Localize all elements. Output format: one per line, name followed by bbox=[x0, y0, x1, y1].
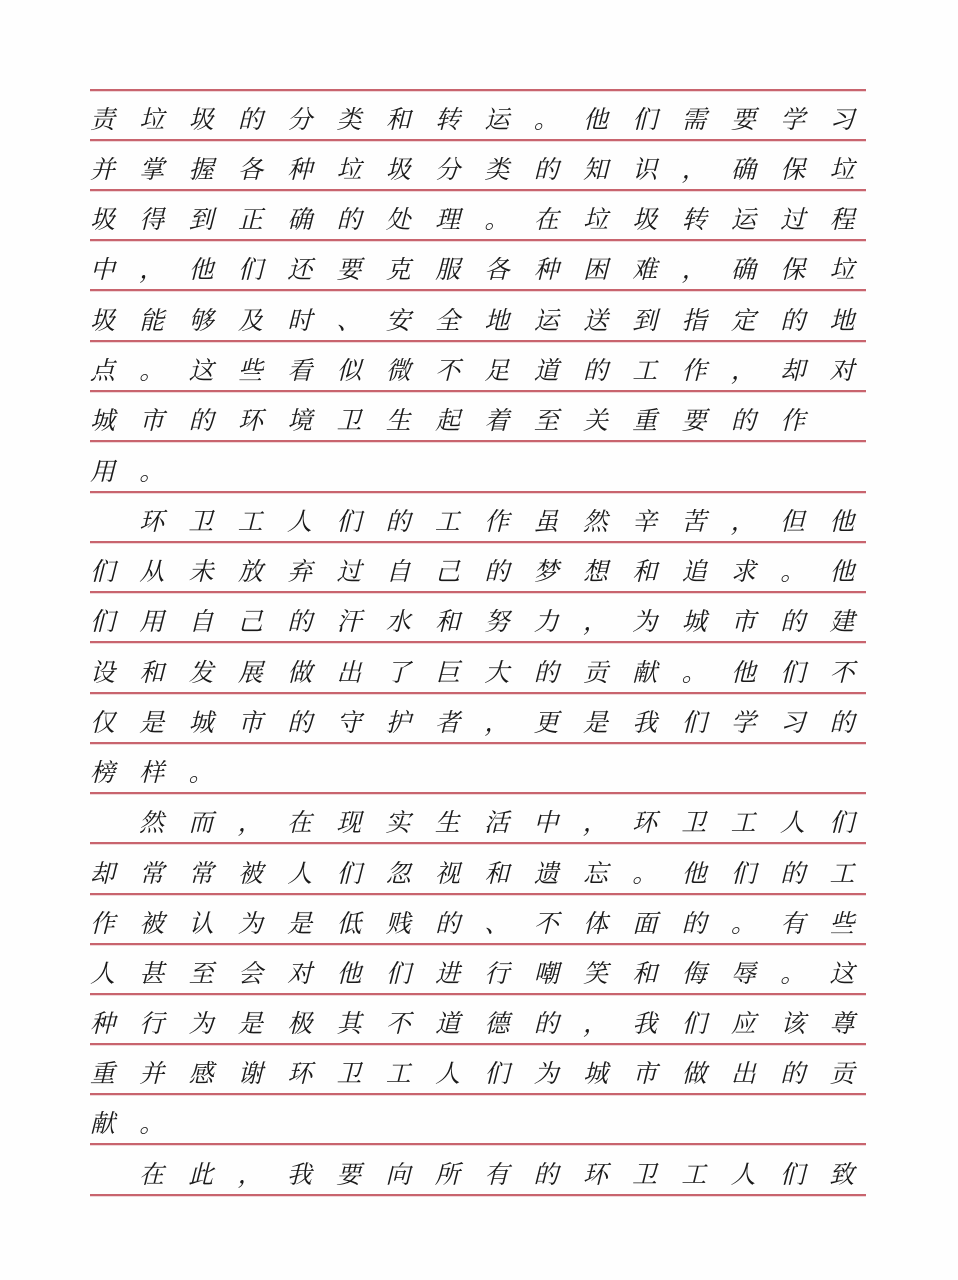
text-line bbox=[90, 95, 879, 139]
line-text: 种行为是极其不道德的，我们应该尊 bbox=[90, 1009, 879, 1038]
line-text: 却常常被人们忽视和遗忘。他们的工 bbox=[90, 859, 879, 888]
text-line bbox=[90, 999, 879, 1043]
rule-line bbox=[90, 491, 866, 493]
rule-line bbox=[90, 390, 866, 392]
rule-line bbox=[90, 189, 866, 191]
line-text: 榜样。 bbox=[90, 758, 238, 787]
rule-line bbox=[90, 641, 866, 643]
line-text: 献。 bbox=[90, 1109, 189, 1138]
rule-line bbox=[90, 1093, 866, 1095]
line-text: 作被认为是低贱的、不体面的。有些 bbox=[90, 909, 879, 938]
rule-line bbox=[90, 993, 866, 995]
text-line bbox=[90, 145, 879, 189]
rule-line bbox=[90, 239, 866, 241]
rule-line bbox=[90, 340, 866, 342]
line-text: 用。 bbox=[90, 457, 189, 486]
line-text: 仅是城市的守护者，更是我们学习的 bbox=[90, 708, 879, 737]
line-text: 中，他们还要克服各种困难，确保垃 bbox=[90, 255, 879, 284]
text-line bbox=[90, 949, 879, 993]
line-text: 并掌握各种垃圾分类的知识，确保垃 bbox=[90, 155, 879, 184]
line-text: 重并感谢环卫工人们为城市做出的贡 bbox=[90, 1059, 879, 1088]
text-line bbox=[90, 346, 879, 390]
line-text: 环卫工人们的工作虽然辛苦，但他 bbox=[139, 507, 879, 536]
line-text: 圾能够及时、安全地运送到指定的地 bbox=[90, 306, 879, 335]
text-line bbox=[90, 447, 866, 491]
rule-line bbox=[90, 742, 866, 744]
line-text: 城市的环境卫生起着至关重要的作 bbox=[90, 406, 830, 435]
text-line bbox=[90, 899, 879, 943]
rule-line bbox=[90, 1194, 866, 1196]
rule-line bbox=[90, 139, 866, 141]
text-line bbox=[90, 396, 866, 440]
paragraph-start-line bbox=[90, 798, 879, 842]
text-line bbox=[90, 648, 879, 692]
text-line bbox=[90, 195, 879, 239]
rule-line bbox=[90, 440, 866, 442]
line-text: 在此，我要向所有的环卫工人们致 bbox=[139, 1160, 879, 1189]
rule-line bbox=[90, 943, 866, 945]
rule-line bbox=[90, 89, 866, 91]
text-line bbox=[90, 296, 879, 340]
rule-line bbox=[90, 1043, 866, 1045]
rule-line bbox=[90, 541, 866, 543]
text-line bbox=[90, 698, 879, 742]
text-line bbox=[90, 597, 879, 641]
line-text: 人甚至会对他们进行嘲笑和侮辱。这 bbox=[90, 959, 879, 988]
rule-line bbox=[90, 893, 866, 895]
paragraph-start-line bbox=[90, 497, 879, 541]
line-text: 们用自己的汗水和努力，为城市的建 bbox=[90, 607, 879, 636]
text-line bbox=[90, 547, 879, 591]
text-line bbox=[90, 1099, 866, 1143]
text-line bbox=[90, 1049, 879, 1093]
rule-line bbox=[90, 692, 866, 694]
line-text: 们从未放弃过自己的梦想和追求。他 bbox=[90, 557, 879, 586]
line-text: 责垃圾的分类和转运。他们需要学习 bbox=[90, 105, 879, 134]
line-text: 点。这些看似微不足道的工作，却对 bbox=[90, 356, 879, 385]
rule-line bbox=[90, 289, 866, 291]
text-line bbox=[90, 849, 879, 893]
rule-line bbox=[90, 1143, 866, 1145]
text-line bbox=[90, 245, 879, 289]
line-text: 设和发展做出了巨大的贡献。他们不 bbox=[90, 658, 879, 687]
rule-line bbox=[90, 792, 866, 794]
line-text: 然而，在现实生活中，环卫工人们 bbox=[139, 808, 879, 837]
paragraph-start-line bbox=[90, 1150, 879, 1194]
rule-line bbox=[90, 591, 866, 593]
text-line bbox=[90, 748, 866, 792]
line-text: 圾得到正确的处理。在垃圾转运过程 bbox=[90, 205, 879, 234]
rule-line bbox=[90, 842, 866, 844]
